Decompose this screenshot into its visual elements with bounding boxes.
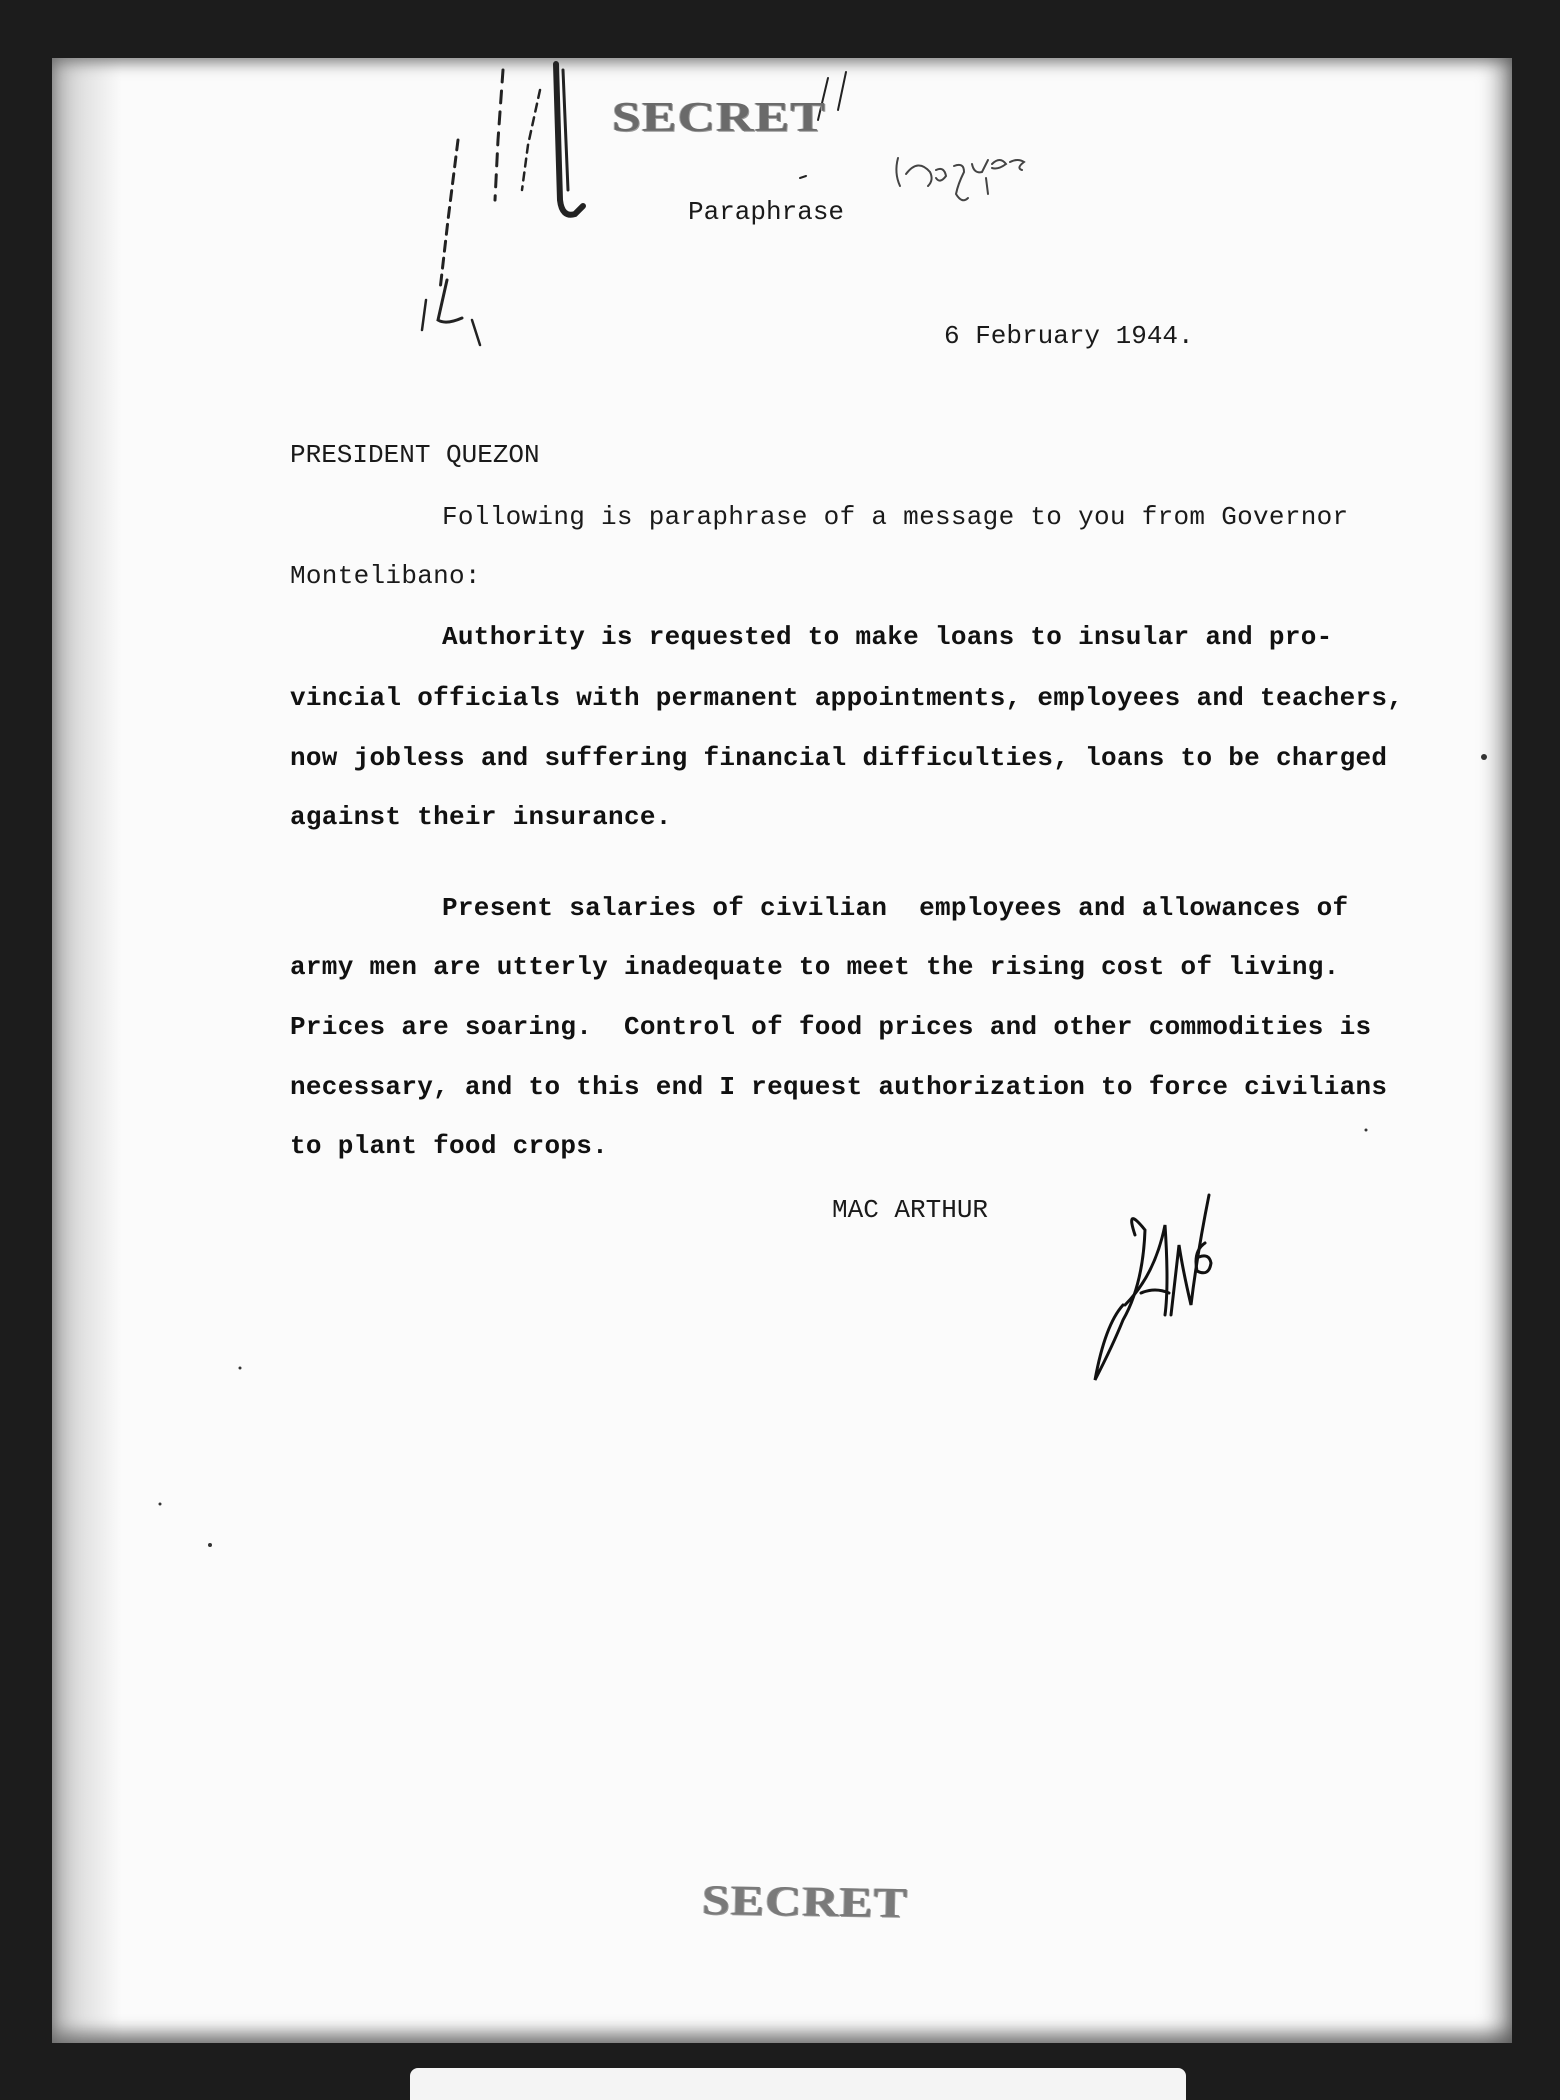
paragraph-line: Prices are soaring. Control of food prices and other commodities is (290, 1012, 1372, 1042)
paragraph-line: Following is paraphrase of a message to you from Governor (442, 502, 1349, 532)
paragraph-line: Authority is requested to make loans to insular and pro- (442, 622, 1333, 652)
paragraph-line: vincial officials with permanent appointments, employees and teachers, (290, 683, 1404, 713)
paragraph-line: Present salaries of civilian employees and allowances of (442, 893, 1349, 923)
paragraph-line: Montelibano: (290, 561, 481, 591)
addressee: PRESIDENT QUEZON (290, 440, 540, 470)
document-heading: Paraphrase (688, 197, 845, 227)
paragraph-line: against their insurance. (290, 802, 672, 832)
secret-stamp-bottom: SECRET (701, 1875, 909, 1927)
paragraph-line: now jobless and suffering financial difficulties, loans to be charged (290, 743, 1388, 773)
paragraph-line: to plant food crops. (290, 1131, 609, 1161)
paragraph-line: army men are utterly inadequate to meet the rising cost of living. (290, 952, 1340, 982)
signature-name: MAC ARTHUR (832, 1195, 989, 1225)
secret-stamp-top: SECRET (612, 94, 827, 141)
paragraph-line: necessary, and to this end I request authorization to force civilians (290, 1072, 1388, 1102)
date-line: 6 February 1944. (944, 321, 1194, 351)
